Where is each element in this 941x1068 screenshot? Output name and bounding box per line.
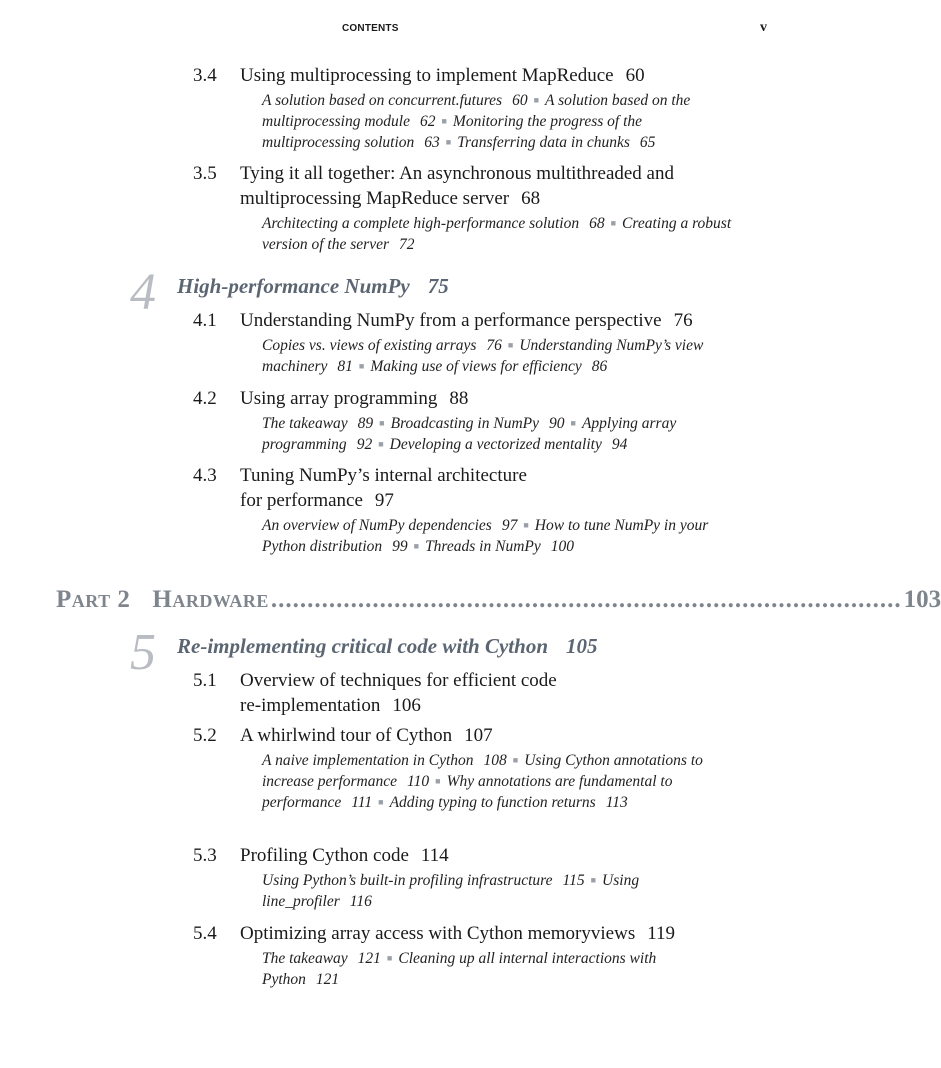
- subsection-page: 113: [605, 794, 628, 811]
- subsection-page: 92: [356, 436, 373, 453]
- subsection-title[interactable]: Why annotations are fundamental to performance: [262, 773, 673, 811]
- part-title: Hardware: [152, 586, 269, 613]
- subsection-list: [262, 413, 732, 455]
- chapter-page: 105: [566, 634, 598, 658]
- section-number: 4.3: [193, 465, 217, 486]
- separator-icon: ■: [590, 875, 597, 885]
- running-head: CONTENTS: [342, 23, 399, 34]
- section-title: Understanding NumPy from a performance perspective: [240, 310, 662, 331]
- subsection-list: [262, 750, 732, 813]
- section-page: 114: [420, 845, 449, 866]
- section-title-line1: Overview of techniques for efficient code: [240, 670, 557, 691]
- subsection-page: 72: [398, 236, 415, 253]
- section-title: A whirlwind tour of Cython: [240, 725, 453, 746]
- chapter-number: 5: [130, 624, 156, 681]
- subsection-title[interactable]: Applying array programming: [262, 415, 677, 453]
- subsection-title[interactable]: Creating a robust version of the server: [262, 215, 732, 253]
- separator-icon: ■: [358, 361, 365, 371]
- subsection-page: 115: [562, 872, 585, 889]
- leader-dots: .......................................................................................: [270, 586, 902, 613]
- subsection-title[interactable]: Using Cython annotations to increase performance: [262, 752, 703, 790]
- section-number: 5.3: [193, 845, 217, 866]
- toc-part-2[interactable]: [56, 585, 941, 615]
- chapter-title: High-performance NumPy: [177, 274, 410, 298]
- subsection-page: 99: [392, 538, 408, 555]
- subsection-title[interactable]: Threads in NumPy: [425, 538, 541, 555]
- section-title: Profiling Cython code: [240, 845, 409, 866]
- subsection-page: 81: [337, 358, 353, 375]
- toc-section-5-3[interactable]: [193, 843, 773, 912]
- subsection-page: 94: [611, 436, 628, 453]
- subsection-page: 76: [486, 337, 502, 354]
- toc-section-3-4[interactable]: [193, 63, 773, 153]
- section-number: 5.4: [193, 923, 217, 944]
- subsection-title[interactable]: How to tune NumPy in your Python distribution: [262, 517, 709, 555]
- separator-icon: ■: [441, 116, 447, 126]
- toc-section-4-2[interactable]: [193, 386, 773, 455]
- subsection-page: 100: [550, 538, 574, 555]
- section-page: 107: [464, 725, 493, 746]
- separator-icon: ■: [386, 953, 393, 963]
- subsection-page: 68: [589, 215, 605, 232]
- subsection-page: 121: [357, 950, 381, 967]
- section-number: 5.2: [193, 725, 217, 746]
- subsection-title[interactable]: A solution based on the multiprocessing module: [262, 92, 691, 130]
- section-number: 3.4: [193, 65, 217, 86]
- toc-section-5-1[interactable]: [193, 668, 773, 718]
- section-title-line1: Tying it all together: An asynchronous multithreaded and: [240, 163, 674, 184]
- subsection-list: [262, 335, 732, 377]
- subsection-title[interactable]: Monitoring the progress of the multiprocessing solution: [262, 113, 643, 151]
- separator-icon: ■: [512, 755, 519, 765]
- subsection-page: 65: [639, 134, 656, 151]
- part-label: Part 2: [56, 586, 131, 613]
- toc-section-4-1[interactable]: [193, 308, 773, 377]
- subsection-list: [262, 870, 732, 912]
- separator-icon: ■: [413, 541, 420, 551]
- section-page: 106: [392, 695, 421, 716]
- subsection-title[interactable]: Adding typing to function returns: [389, 794, 596, 811]
- subsection-page: 108: [483, 752, 507, 769]
- separator-icon: ■: [378, 797, 384, 807]
- chapter-page: 75: [427, 274, 449, 298]
- subsection-title[interactable]: Transferring data in chunks: [457, 134, 630, 151]
- subsection-page: 63: [424, 134, 440, 151]
- separator-icon: ■: [523, 520, 529, 530]
- section-title-line2: multiprocessing MapReduce server: [240, 188, 510, 209]
- separator-icon: ■: [378, 439, 384, 449]
- subsection-page: 97: [501, 517, 518, 534]
- section-page: 76: [673, 310, 693, 331]
- subsection-title[interactable]: A solution based on concurrent.futures: [262, 92, 503, 109]
- separator-icon: ■: [610, 218, 617, 228]
- subsection-page: 89: [357, 415, 374, 432]
- section-number: 4.1: [193, 310, 217, 331]
- subsection-page: 90: [549, 415, 565, 432]
- section-title: Using array programming: [240, 388, 438, 409]
- separator-icon: ■: [379, 418, 385, 428]
- section-number: 3.5: [193, 163, 217, 184]
- subsection-page: 116: [349, 893, 372, 910]
- subsection-title[interactable]: Making use of views for efficiency: [370, 358, 582, 375]
- part-page: 103: [903, 586, 941, 613]
- section-title-line1: Tuning NumPy’s internal architecture: [240, 465, 527, 486]
- subsection-list: [262, 90, 732, 153]
- subsection-title[interactable]: Copies vs. views of existing arrays: [262, 337, 477, 354]
- section-page: 88: [449, 388, 469, 409]
- subsection-title[interactable]: Architecting a complete high-performance solution: [262, 215, 580, 232]
- subsection-title[interactable]: Using Python’s built-in profiling infrastructure: [262, 872, 553, 889]
- toc-section-4-3[interactable]: [193, 463, 773, 557]
- page-number: v: [760, 20, 767, 35]
- subsection-page: 60: [512, 92, 528, 109]
- chapter-title: Re-implementing critical code with Cython: [177, 634, 548, 658]
- toc-section-3-5[interactable]: [193, 161, 773, 255]
- subsection-title[interactable]: Broadcasting in NumPy: [390, 415, 539, 432]
- subsection-title[interactable]: Developing a vectorized mentality: [389, 436, 602, 453]
- subsection-list: [262, 213, 732, 255]
- section-number: 4.2: [193, 388, 217, 409]
- subsection-page: 62: [419, 113, 436, 130]
- toc-section-5-2[interactable]: [193, 723, 773, 813]
- subsection-title[interactable]: The takeaway: [262, 950, 348, 967]
- section-title-line2: for performance: [240, 490, 363, 511]
- subsection-title[interactable]: An overview of NumPy dependencies: [262, 517, 492, 534]
- section-title-line2: re-implementation: [240, 695, 381, 716]
- subsection-list: [262, 515, 732, 557]
- subsection-title[interactable]: Cleaning up all internal interactions with Python: [262, 950, 657, 988]
- section-number: 5.1: [193, 670, 217, 691]
- section-page: 68: [521, 188, 541, 209]
- section-page: 119: [647, 923, 676, 944]
- subsection-list: [262, 948, 732, 990]
- page-header: [0, 20, 832, 40]
- separator-icon: ■: [507, 340, 514, 350]
- subsection-title[interactable]: Using line_profiler: [262, 872, 640, 910]
- section-page: 60: [625, 65, 645, 86]
- section-title: Optimizing array access with Cython memoryviews: [240, 923, 636, 944]
- subsection-page: 86: [591, 358, 608, 375]
- separator-icon: ■: [445, 137, 452, 147]
- chapter-number: 4: [130, 264, 156, 321]
- subsection-title[interactable]: A naive implementation in Cython: [262, 752, 474, 769]
- separator-icon: ■: [435, 776, 441, 786]
- separator-icon: ■: [533, 95, 540, 105]
- subsection-title[interactable]: Understanding NumPy’s view machinery: [262, 337, 704, 375]
- separator-icon: ■: [570, 418, 576, 428]
- subsection-page: 110: [407, 773, 430, 790]
- subsection-title[interactable]: The takeaway: [262, 415, 348, 432]
- section-page: 97: [374, 490, 394, 511]
- subsection-page: 111: [351, 794, 373, 811]
- subsection-page: 121: [315, 971, 340, 988]
- toc-section-5-4[interactable]: [193, 921, 773, 990]
- section-title: Using multiprocessing to implement MapReduce: [240, 65, 614, 86]
